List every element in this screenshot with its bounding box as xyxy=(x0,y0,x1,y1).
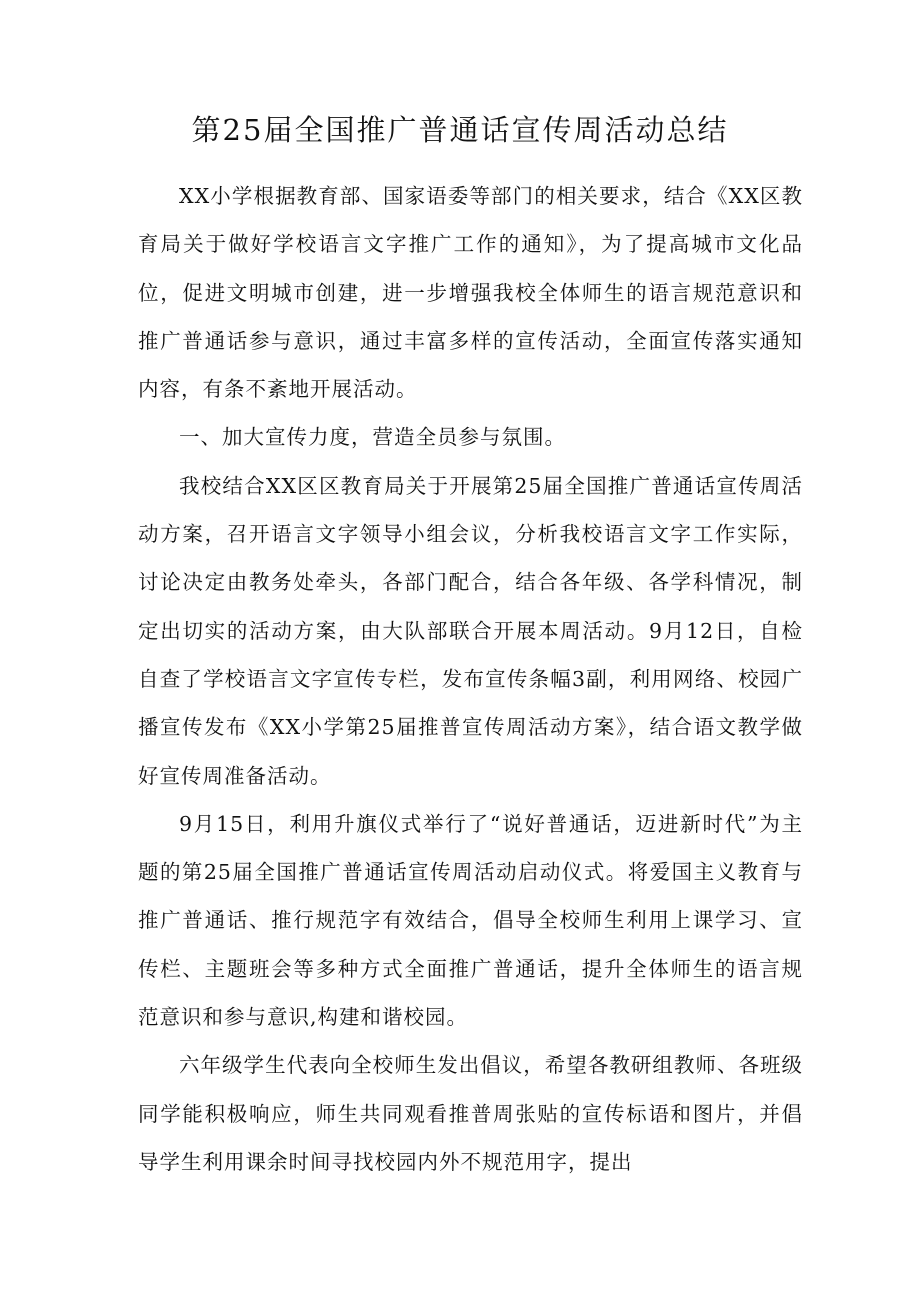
paragraph-plan: 我校结合XX区区教育局关于开展第25届全国推广普通话宣传周活动方案，召开语言文字领导小组会议，分析我校语言文字工作实际，讨论决定由教务处牵头，各部门配合，结合各年级、各学科情况，制定出切实的活动方案，由大队部联合开展本周活动。9月12日，自检自查了学校语言文字宣传专栏，发布宣传条幅3副，利用网络、校园广播宣传发布《XX小学第25届推普宣传周活动方案》，结合语文教学做好宣传周准备活动。 xyxy=(138,473,803,788)
paragraph-intro: XX小学根据教育部、国家语委等部门的相关要求，结合《XX区教育局关于做好学校语言文字推广工作的通知》，为了提高城市文化品位，促进文明城市创建，进一步增强我校全体师生的语言规范意识和推广普通话参与意识，通过丰富多样的宣传活动，全面宣传落实通知内容，有条不紊地开展活动。 xyxy=(138,184,803,402)
document-body xyxy=(138,172,803,1186)
paragraph-initiative: 六年级学生代表向全校师生发出倡议，希望各教研组教师、各班级同学能积极响应，师生共同观看推普周张贴的宣传标语和图片，并倡导学生利用课余时间寻找校园内外不规范用字，提出 xyxy=(138,1053,803,1174)
document-title: 第25届全国推广普通话宣传周活动总结 xyxy=(191,113,729,147)
section-heading-1: 一、加大宣传力度，营造全员参与氛围。 xyxy=(179,425,566,450)
paragraph-ceremony: 9月15日，利用升旗仪式举行了“说好普通话，迈进新时代”为主题的第25届全国推广普通话宣传周活动启动仪式。将爱国主义教育与推广普通话、推行规范字有效结合，倡导全校师生利用上课学习、宣传栏、主题班会等多种方式全面推广普通话，提升全体师生的语言规范意识和参与意识,构建和谐校园。 xyxy=(138,811,803,1030)
